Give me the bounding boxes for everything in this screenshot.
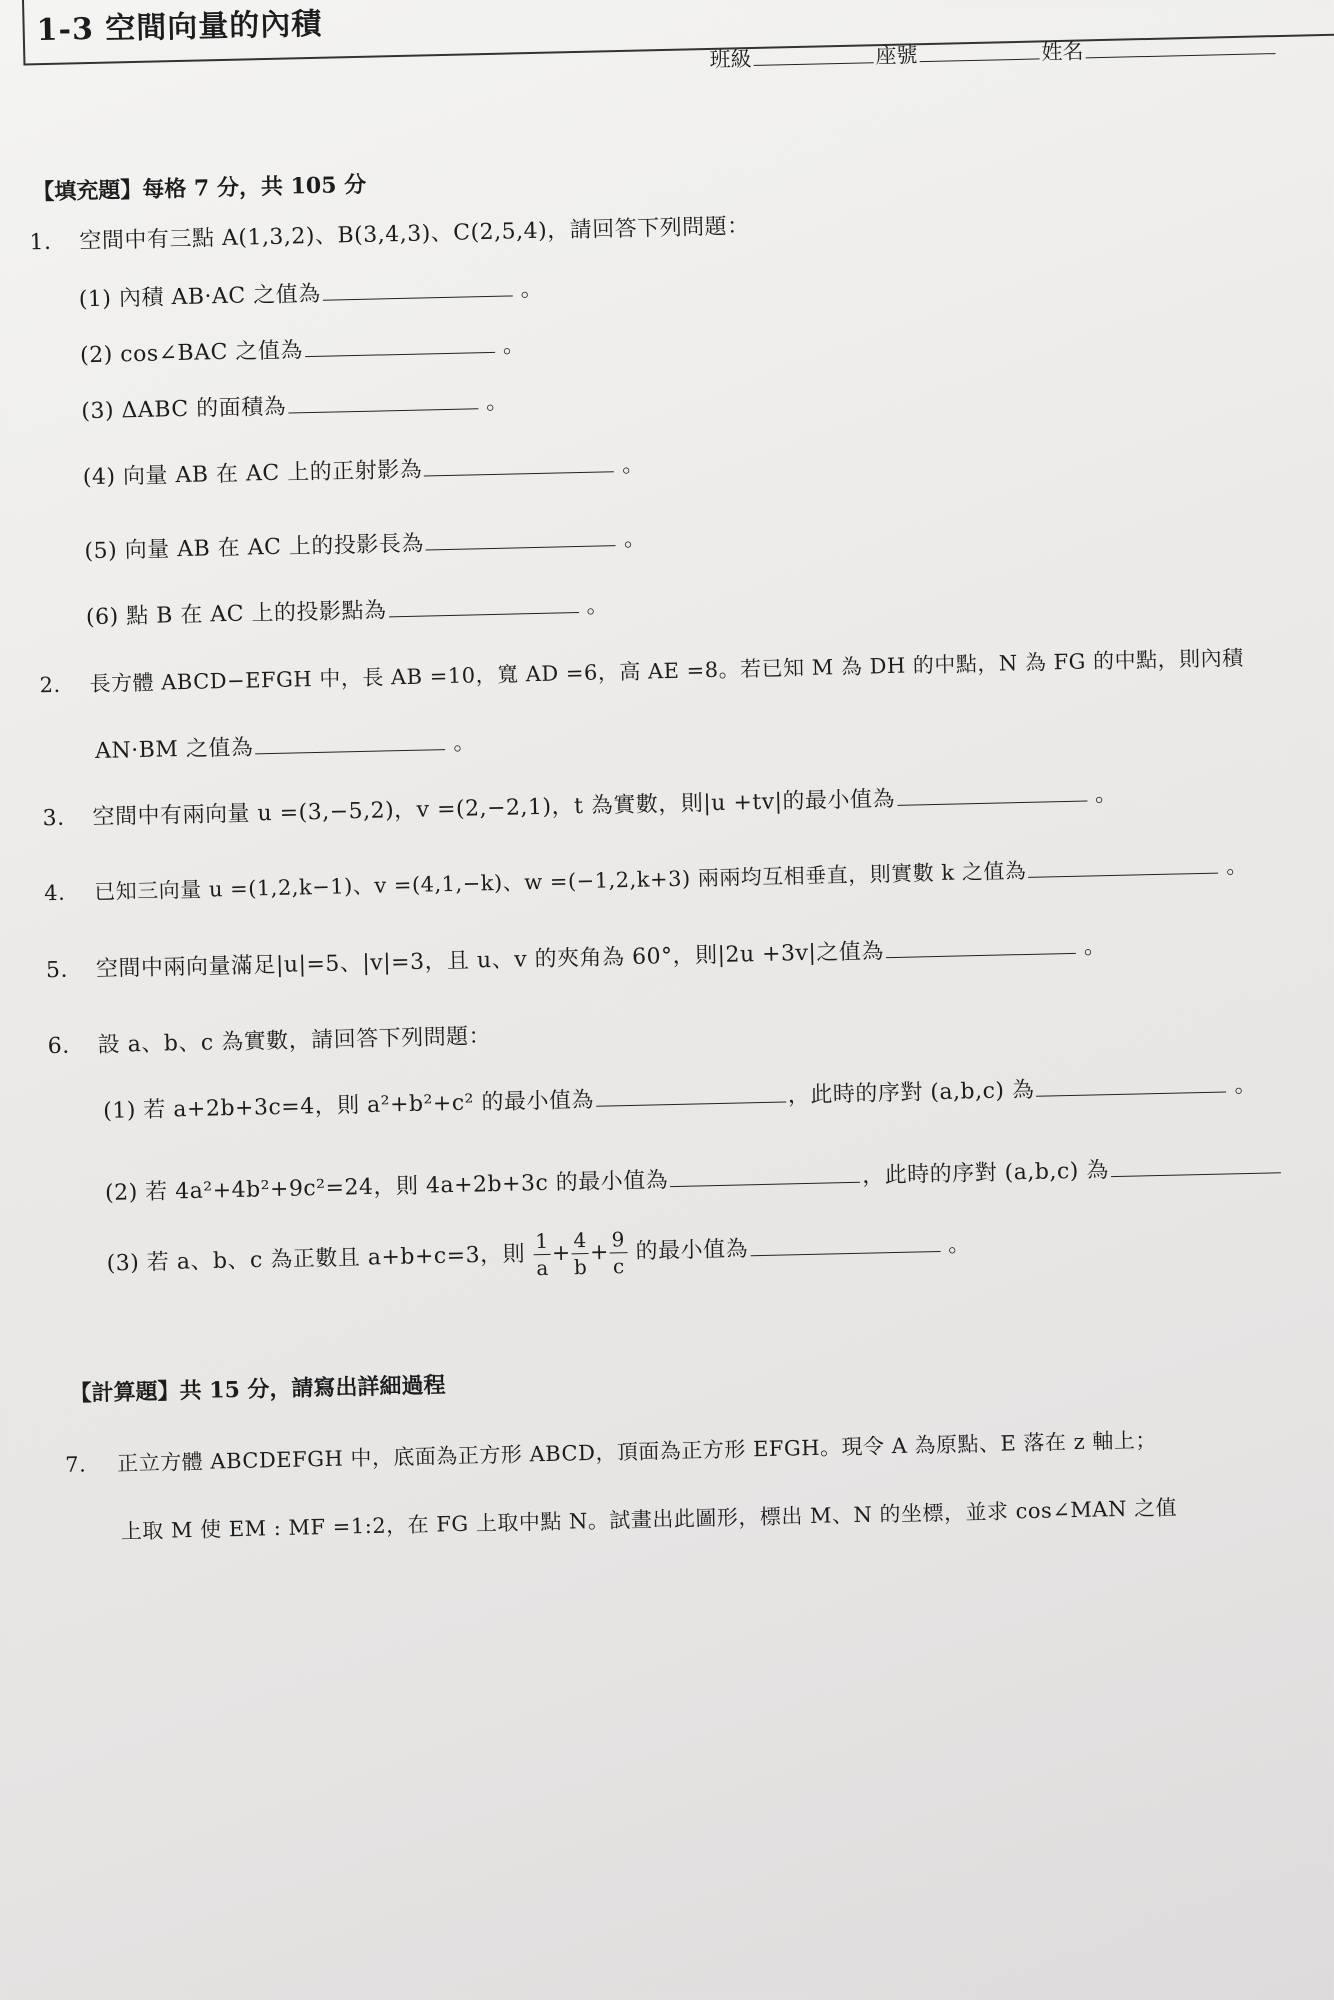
part-text: 若 a+2b+3c=4，則 a²+b²+c² 的最小值為: [143, 1087, 595, 1124]
part-label: (5): [84, 538, 118, 565]
question-7-line-2: [120, 1492, 1177, 1546]
question-3: [42, 777, 1118, 832]
part-text-tail: 的最小值為: [635, 1236, 749, 1265]
question-number: 6.: [47, 1033, 71, 1060]
question-6-part-3: (3) 若 a、b、c 為正數且 a+b+c=3，則 $\frac{1}{a}$ + $\frac{4}{b}$ + $\frac{9}{c}$ 的最小值為 。: [106, 1227, 971, 1281]
question-number: 7.: [64, 1452, 87, 1477]
denominator: c: [612, 1254, 625, 1279]
question-number: 5.: [45, 957, 69, 984]
name-label: 姓名: [1041, 39, 1084, 65]
period: 。: [1234, 1072, 1258, 1099]
answer-blank[interactable]: [897, 800, 1087, 806]
class-label: 班級: [709, 46, 752, 72]
denominator: a: [536, 1255, 550, 1281]
period: 。: [453, 730, 477, 756]
question-number: 1.: [29, 229, 52, 256]
part-label: (4): [82, 464, 116, 491]
question-4: [44, 850, 1248, 907]
seat-field[interactable]: [920, 57, 1040, 62]
question-6: [47, 1019, 491, 1060]
question-1-part-2: [80, 328, 526, 369]
part-label: (2): [104, 1180, 139, 1206]
question-5: [46, 929, 1107, 984]
fraction-9-over-c: [609, 1226, 627, 1279]
part-text: ΔABC 的面積為: [121, 394, 287, 424]
period: 。: [947, 1231, 971, 1258]
period: 。: [1094, 781, 1118, 808]
numerator: 1: [533, 1228, 551, 1255]
question-number: 2.: [39, 672, 61, 698]
seat-label: 座號: [875, 43, 918, 69]
part-label: (2): [79, 342, 114, 369]
answer-blank[interactable]: [288, 407, 478, 413]
numerator: 4: [571, 1227, 589, 1254]
period: 。: [621, 452, 645, 479]
part-text: 向量 AB 在 AC 上的投影長為: [124, 531, 425, 564]
answer-blank[interactable]: [389, 611, 579, 617]
answer-blank[interactable]: [426, 544, 616, 550]
question-5-text: 空間中兩向量滿足|u|=5、|v|=3，且 u、v 的夾角為 60°，則|2u +3v|之值為: [95, 939, 885, 983]
question-1-part-5: [84, 521, 646, 565]
answer-blank[interactable]: [1111, 1171, 1281, 1177]
answer-blank[interactable]: [1037, 1090, 1227, 1096]
period: 。: [502, 333, 526, 359]
question-1-part-3: [81, 385, 509, 426]
answer-blank[interactable]: [596, 1100, 786, 1106]
period: 。: [520, 276, 544, 303]
numerator: 9: [609, 1226, 627, 1253]
class-field[interactable]: [754, 61, 874, 66]
question-7: [65, 1424, 1157, 1479]
part-text: 內積 AB·AC 之值為: [118, 281, 321, 312]
question-3-text: 空間中有兩向量 u =(3,−5,2)，v =(2,−2,1)，t 為實數，則|u +tv|的最小值為: [92, 786, 896, 831]
period: 。: [1083, 934, 1107, 960]
answer-blank[interactable]: [323, 294, 513, 300]
question-2-text: 長方體 ABCD−EFGH 中，長 AB =10，寬 AD =6，高 AE =8。若已知 M 為 DH 的中點，N 為 FG 的中點，則內積: [89, 645, 1244, 697]
answer-blank[interactable]: [670, 1181, 860, 1187]
question-number: 4.: [44, 880, 66, 906]
answer-blank[interactable]: [255, 748, 445, 754]
part-text: 向量 AB 在 AC 上的正射影為: [122, 457, 423, 490]
part-text: AN·BM 之值為: [94, 735, 254, 765]
calc-section-heading: 【計算題】共 15 分，請寫出詳細過程: [69, 1372, 446, 1407]
answer-blank[interactable]: [886, 952, 1076, 958]
period: 。: [485, 389, 509, 416]
part-label: (1): [102, 1098, 137, 1124]
question-1-part-4: [82, 447, 644, 491]
question-1-part-6: [86, 588, 610, 631]
period: 。: [1225, 853, 1249, 879]
question-2-line-2: [95, 725, 476, 765]
fill-section-heading: 【填充題】每格 7 分，共 105 分: [32, 171, 367, 206]
question-4-text: 已知三向量 u =(1,2,k−1)、v =(4,1,−k)、w =(−1,2,k+3) 兩兩均互相垂直，則實數 k 之值為: [93, 858, 1027, 905]
question-7-text-2: 上取 M 使 EM : MF =1:2，在 FG 上取中點 N。試畫出此圖形，標出 M、N 的坐標，並求 cos∠MAN 之值: [120, 1495, 1178, 1544]
question-7-text: 正立方體 ABCDEFGH 中，底面為正方形 ABCD，頂面為正方形 EFGH。現令 A 為原點、E 落在 z 軸上；: [116, 1428, 1158, 1476]
part-label: (6): [85, 604, 119, 631]
part-text-tail: ，此時的序對 (a,b,c) 為: [787, 1077, 1035, 1109]
answer-blank[interactable]: [305, 351, 495, 357]
question-1-part-1: [78, 272, 543, 314]
answer-blank[interactable]: [424, 470, 614, 476]
part-text-tail: ，此時的序對 (a,b,c) 為: [861, 1158, 1110, 1189]
question-2: [39, 642, 1244, 699]
question-6-part-1: [103, 1068, 1257, 1125]
period: 。: [586, 593, 610, 619]
part-text: 若 a、b、c 為正數且 a+b+c=3，則: [146, 1241, 526, 1276]
question-1: [29, 209, 750, 256]
question-6-part-2: [105, 1149, 1283, 1207]
fraction-4-over-b: [571, 1227, 589, 1280]
question-6-stem: 設 a、b、c 為實數，請回答下列問題：: [97, 1024, 492, 1059]
question-1-stem: 空間中有三點 A(1,3,2)、B(3,4,3)、C(2,5,4)，請回答下列問題：: [79, 214, 750, 255]
part-label: (3): [106, 1250, 140, 1277]
page-title: 1-3 空間向量的內積: [36, 6, 323, 49]
answer-blank[interactable]: [1028, 872, 1218, 878]
period: 。: [623, 526, 647, 552]
question-number: 3.: [42, 805, 65, 832]
fraction-1-over-a: [533, 1228, 551, 1281]
part-label: (3): [81, 398, 115, 425]
answer-blank[interactable]: [750, 1249, 940, 1255]
name-field[interactable]: [1086, 52, 1276, 58]
part-label: (1): [78, 286, 112, 313]
part-text: 點 B 在 AC 上的投影點為: [125, 598, 387, 630]
part-text: cos∠BAC 之值為: [119, 338, 304, 368]
part-text: 若 4a²+4b²+9c²=24，則 4a+2b+3c 的最小值為: [144, 1168, 669, 1206]
denominator: b: [573, 1255, 588, 1280]
